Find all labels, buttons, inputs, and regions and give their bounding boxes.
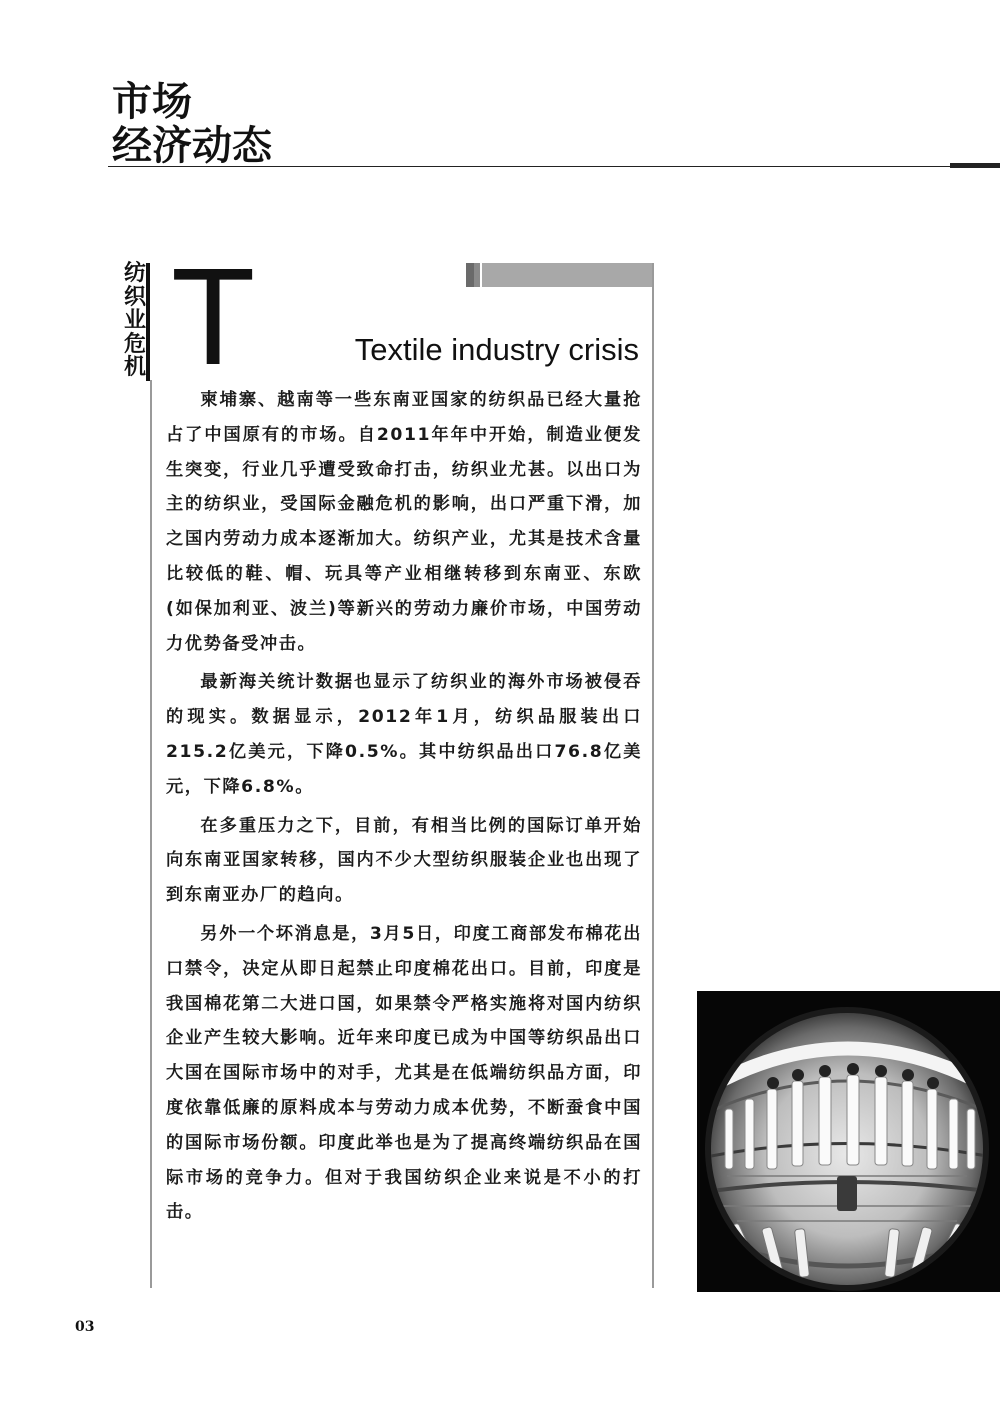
header-bar-dark <box>466 263 474 287</box>
page-number: 03 <box>75 1319 95 1335</box>
article-paragraph: 最新海关统计数据也显示了纺织业的海外市场被侵吞的现实。数据显示，2012年1月，纺织品服装出口215.2亿美元，下降0.5%。其中纺织品出口76.8亿美元，下降6.8%。 <box>166 672 642 797</box>
article-paragraph: 柬埔寨、越南等一些东南亚国家的纺织品已经大量抢占了中国原有的市场。自2011年年中开始，制造业便发生突变，行业几乎遭受致命打击，纺织业尤甚。以出口为主的纺织业，受国际金融危机的影响，出口严重下滑，加之国内劳动力成本逐渐加大。纺织产业，尤其是技术含量比较低的鞋、帽、玩具等产业相继转移到东南亚、东欧(如保加利亚、波兰)等新兴的劳动力廉价市场，中国劳动力优势备受冲击。 <box>166 390 642 654</box>
textile-machine-photo <box>697 991 1000 1292</box>
drop-cap: T <box>171 240 256 394</box>
vertical-label-bar <box>146 263 150 381</box>
article-right-rule <box>652 263 654 1288</box>
section-title <box>112 80 272 168</box>
fisheye-photo-art <box>697 991 1000 1292</box>
header-bar-mid <box>474 263 480 287</box>
article-paragraph: 在多重压力之下，目前，有相当比例的国际订单开始向东南亚国家转移，国内不少大型纺织服装企业也出现了到东南亚办厂的趋向。 <box>166 815 642 906</box>
section-title-line1: 市场 <box>112 78 192 125</box>
title-divider-accent <box>950 163 1000 168</box>
article-left-rule <box>150 380 152 1288</box>
header-bar-gray <box>482 263 654 287</box>
english-title: Textile industry crisis <box>354 332 639 367</box>
vertical-section-label: 纺织业危机 <box>123 261 146 380</box>
title-divider <box>108 166 1000 167</box>
article-body <box>166 383 642 1234</box>
section-title-line2: 经济动态 <box>112 122 272 169</box>
article-paragraph: 另外一个坏消息是，3月5日，印度工商部发布棉花出口禁令，决定从即日起禁止印度棉花出口。目前，印度是我国棉花第二大进口国，如果禁令严格实施将对国内纺织企业产生较大影响。近年来印度已成为中国等纺织品出口大国在国际市场中的对手，尤其是在低端纺织品方面，印度依靠低廉的原料成本与劳动力成本优势，不断蚕食中国的国际市场份额。印度此举也是为了提高终端纺织品在国际市场的竞争力。但对于我国纺织企业来说是不小的打击。 <box>166 923 642 1223</box>
